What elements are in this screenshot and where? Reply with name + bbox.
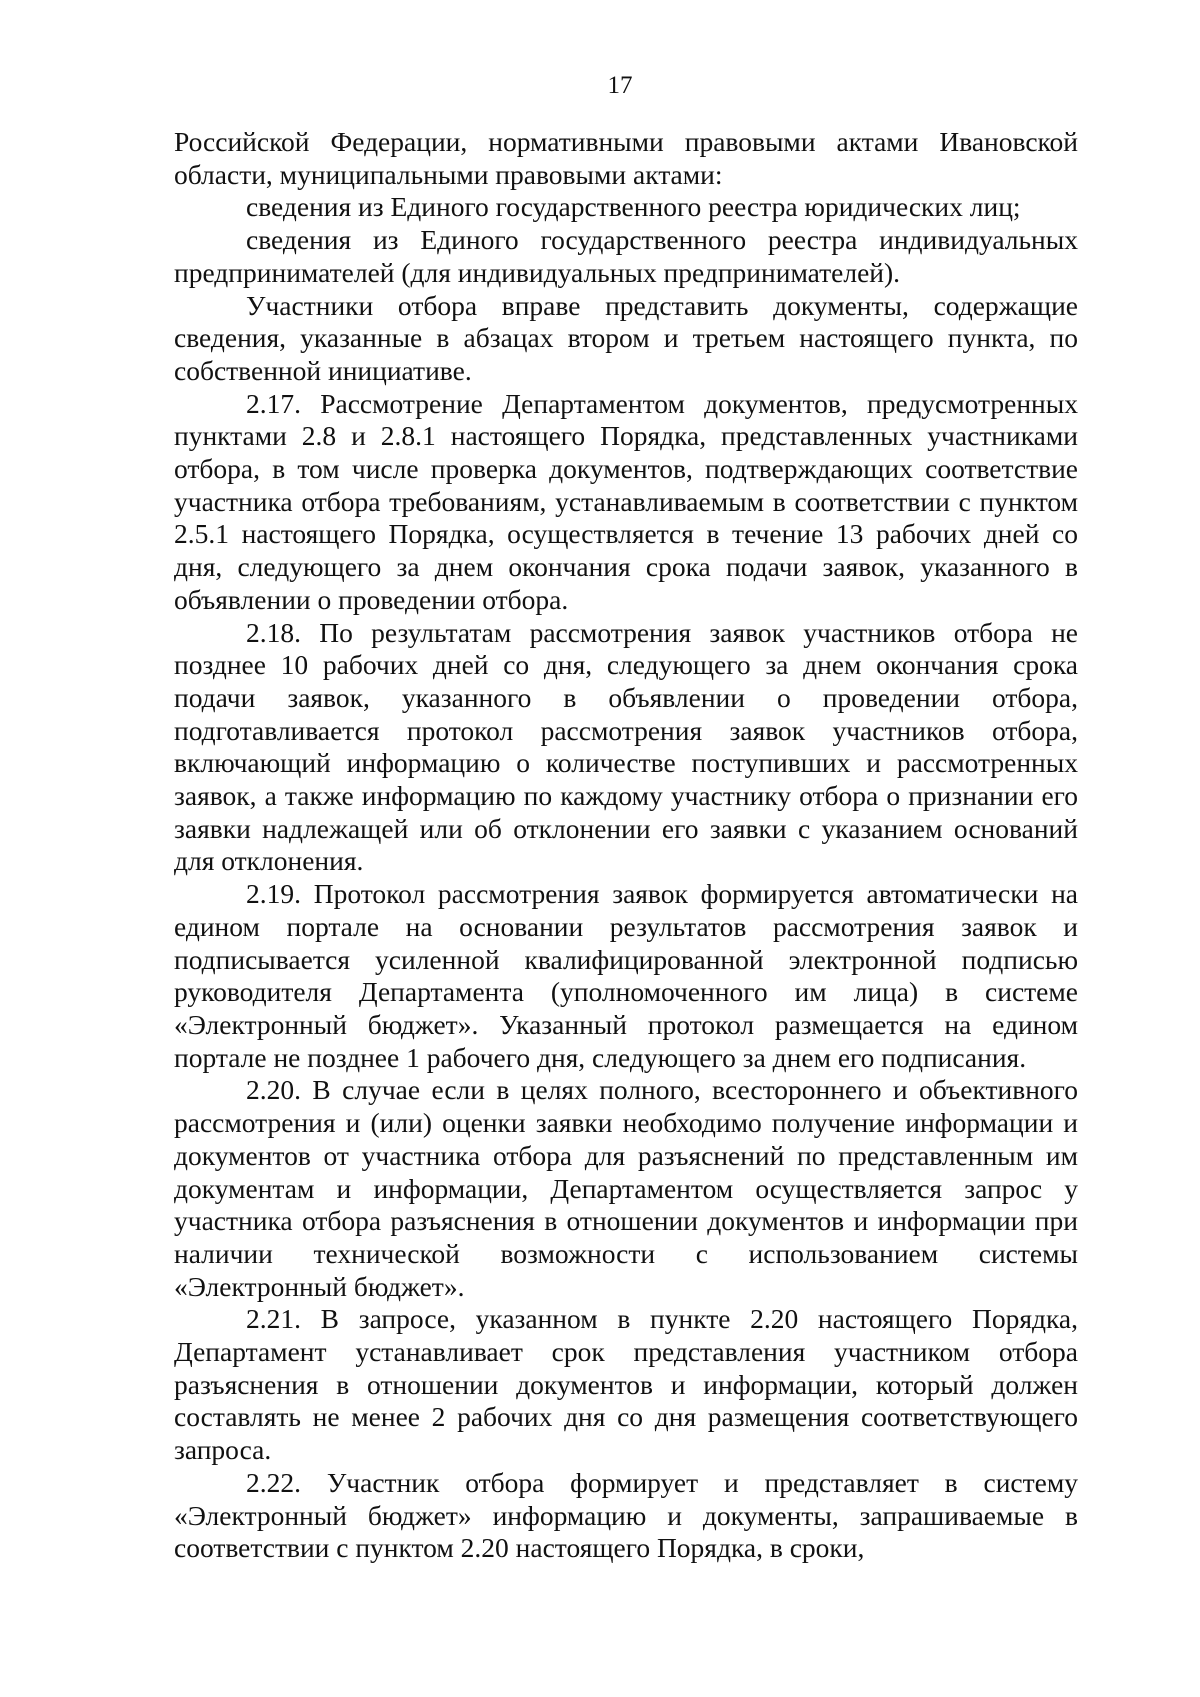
paragraph-2-19: 2.19. Протокол рассмотрения заявок формируется автоматически на едином портале на основании результатов рассмотрения заявок и подписывается усиленной квалифицированной электронной подписью руководителя Департамента (уполномоченного им лица) в системе «Электронный бюджет». Указанный протокол размещается на едином портале не позднее 1 рабочего дня, следующего за днем его подписания.: [174, 878, 1078, 1073]
paragraph-2-17: 2.17. Рассмотрение Департаментом документов, предусмотренных пунктами 2.8 и 2.8.1 настоящего Порядка, представленных участниками отбора, в том числе проверка документов, подтверждающих соответствие участника отбора требованиям, устанавливаемым в соответствии с пунктом 2.5.1 настоящего Порядка, осуществляется в течение 13 рабочих дней со дня, следующего за днем окончания срока подачи заявок, указанного в объявлении о проведении отбора.: [174, 387, 1078, 615]
paragraph: Участники отбора вправе представить документы, содержащие сведения, указанные в абзацах втором и третьем настоящего пункта, по собственной инициативе.: [174, 289, 1078, 386]
paragraph-2-20: 2.20. В случае если в целях полного, всестороннего и объективного рассмотрения и (или) оценки заявки необходимо получение информации и документов от участника отбора для разъяснений по представленным им документам и информации, Департаментом осуществляется запрос у участника отбора разъяснения в отношении документов и информации при наличии технической возможности с использованием системы «Электронный бюджет».: [174, 1074, 1078, 1302]
document-body: [174, 126, 1078, 1565]
paragraph: сведения из Единого государственного реестра юридических лиц;: [246, 191, 1021, 223]
paragraph-2-22: 2.22. Участник отбора формирует и представляет в систему «Электронный бюджет» информацию и документы, запрашиваемые в соответствии с пунктом 2.20 настоящего Порядка, в сроки,: [174, 1466, 1078, 1564]
page-number: 17: [607, 72, 633, 99]
paragraph-2-18: 2.18. По результатам рассмотрения заявок участников отбора не позднее 10 рабочих дней со дня, следующего за днем окончания срока подачи заявок, указанного в объявлении о проведении отбора, подготавливается протокол рассмотрения заявок участников отбора, включающий информацию о количестве поступивших и рассмотренных заявок, а также информацию по каждому участнику отбора о признании его заявки надлежащей или об отклонении его заявки с указанием оснований для отклонения.: [174, 616, 1078, 877]
paragraph: Российской Федерации, нормативными правовыми актами Ивановской области, муниципальными правовыми актами:: [174, 126, 1078, 190]
paragraph-2-21: 2.21. В запросе, указанном в пункте 2.20 настоящего Порядка, Департамент устанавливает срок представления участником отбора разъяснения в отношении документов и информации, который должен составлять не менее 2 рабочих дня со дня размещения соответствующего запроса.: [174, 1303, 1078, 1466]
paragraph: сведения из Единого государственного реестра индивидуальных предпринимателей (для индивидуальных предпринимателей).: [174, 224, 1078, 288]
